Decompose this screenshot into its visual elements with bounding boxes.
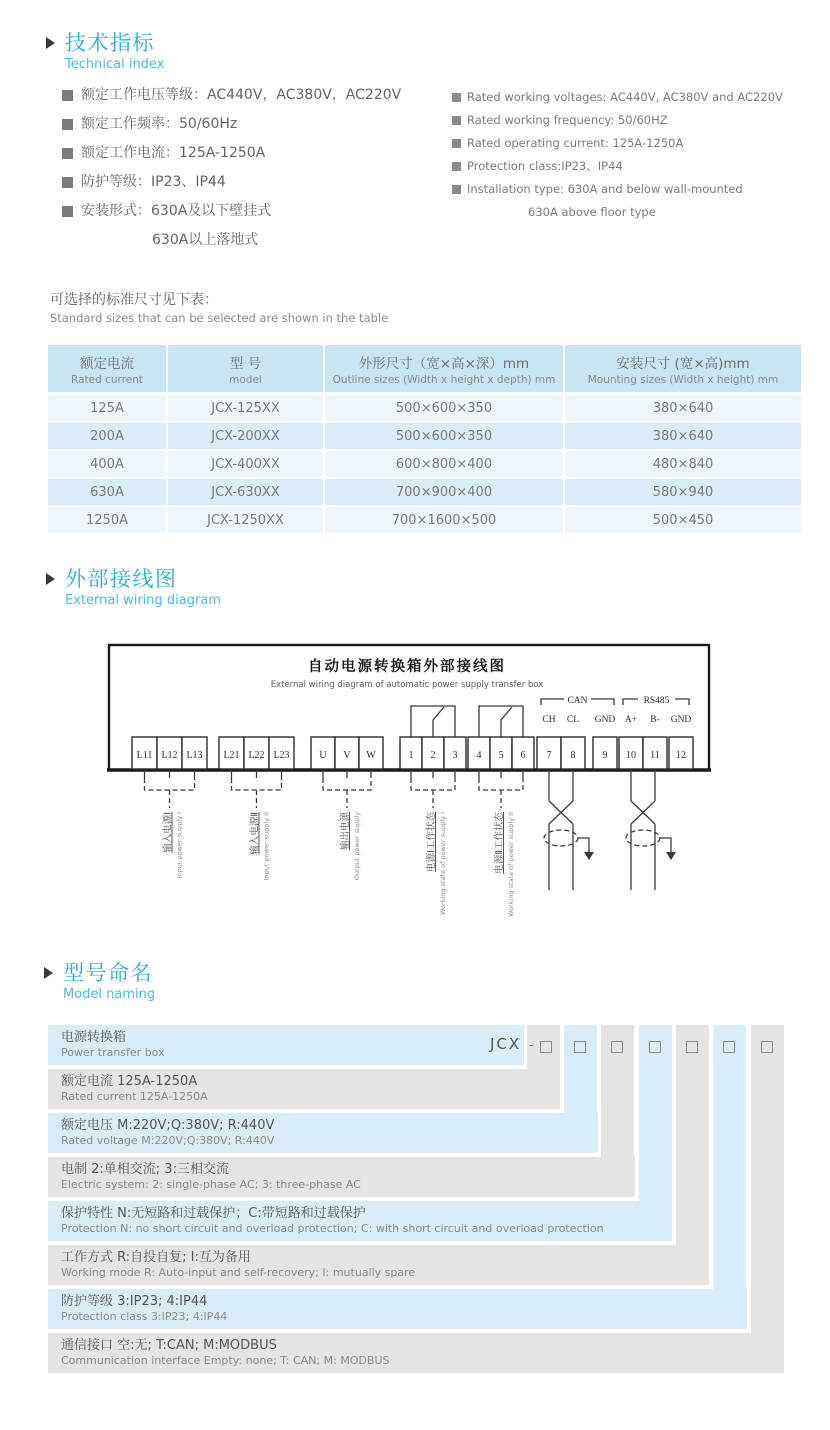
table-cell: 600×800×400 — [325, 451, 565, 479]
wiring-svg — [105, 640, 725, 940]
terminal-label: U — [319, 750, 327, 761]
group-bracket — [232, 778, 282, 790]
standard-sizes-table — [48, 345, 801, 535]
pin-ch: CH — [542, 715, 556, 725]
model-row-en: Working mode R: Auto-input and self-recovery; I: mutually spare — [61, 1266, 416, 1279]
model-code-box — [540, 1041, 552, 1053]
group-label-zh: 电源Ⅱ工作状态 — [494, 812, 505, 874]
model-naming-row — [48, 1069, 560, 1109]
table-cell: 380×640 — [565, 395, 801, 423]
group-label-layer — [145, 770, 524, 917]
bullet-square-icon — [452, 93, 461, 102]
group-label-zh: 输入电源Ⅰ — [162, 812, 174, 853]
terminal-label: 2 — [430, 750, 436, 761]
table-cell: 380×640 — [565, 423, 801, 451]
terminal-label: 4 — [476, 750, 482, 761]
model-row-zh: 保护特性 N:无短路和过载保护；C:带短路和过载保护 — [61, 1206, 366, 1221]
section-title-en: Technical index — [65, 57, 165, 72]
terminal-label: 1 — [408, 750, 414, 761]
table-intro-en: Standard sizes that can be selected are shown in the table — [50, 311, 389, 325]
model-row-en: Protection N: no short circuit and overload protection; C: with short circuit and overload protection — [61, 1222, 604, 1235]
section-model-naming — [44, 960, 155, 1003]
ground-tap-can — [578, 838, 589, 852]
section-external-wiring — [46, 566, 221, 609]
column-header — [48, 345, 168, 395]
terminal-label: 10 — [626, 750, 636, 761]
section-arrow-icon — [44, 967, 53, 979]
column-header-en: Outline sizes (Width x height x depth) mm — [332, 373, 556, 386]
model-row-zh: 工作方式 R:自投自复; I:互为备用 — [61, 1250, 251, 1265]
section-title-zh: 技术指标 — [65, 31, 155, 55]
terminal-label: 7 — [546, 750, 552, 761]
spec-item-zh — [62, 173, 452, 192]
model-row-en: Communication interface Empty: none; T: CAN; M: MODBUS — [61, 1354, 390, 1367]
section-title-zh: 外部接线图 — [65, 567, 178, 591]
table-row — [48, 423, 801, 451]
terminal-label: 6 — [520, 750, 526, 761]
table-cell: 580×940 — [565, 479, 801, 507]
column-header-en: Rated current — [71, 373, 143, 386]
table-cell: 200A — [48, 423, 168, 451]
spec-item-zh — [62, 202, 452, 221]
tech-items-zh — [62, 86, 452, 231]
column-header-zh: 型 号 — [229, 355, 262, 372]
table-intro-zh: 可选择的标准尺寸见下表： — [50, 292, 218, 308]
table-cell: 1250A — [48, 507, 168, 535]
group-label-en: Working state of power supply II — [507, 812, 515, 917]
spec-item-en-cont: 630A above floor type — [528, 205, 656, 219]
spec-text: 安装形式：630A及以下壁挂式 — [81, 203, 272, 219]
terminal-label: 3 — [452, 750, 458, 761]
model-naming-row — [48, 1289, 747, 1329]
model-row-en: Protection class 3:IP23; 4:IP44 — [61, 1310, 228, 1323]
table-body — [48, 395, 801, 535]
spec-text: Rated operating current: 125A-1250A — [467, 136, 684, 150]
table-cell: 700×1600×500 — [325, 507, 565, 535]
contact-blade-2 — [501, 707, 512, 737]
model-code-box — [574, 1041, 586, 1053]
table-cell: 480×840 — [565, 451, 801, 479]
column-header — [168, 345, 325, 395]
spec-text: 防护等级：IP23、IP44 — [81, 174, 226, 190]
group-bracket — [479, 778, 523, 790]
spec-text: Protection class:IP23、IP44 — [467, 159, 623, 173]
terminal-label: L23 — [273, 750, 290, 761]
terminal-label: L21 — [223, 750, 240, 761]
table-row — [48, 507, 801, 535]
bullet-square-icon — [452, 162, 461, 171]
bullet-square-icon — [62, 119, 73, 130]
model-code-box — [761, 1041, 773, 1053]
column-header-en: Mounting sizes (Width x height) mm — [587, 373, 779, 386]
spec-item-zh — [62, 86, 452, 105]
model-row-zh: 通信接口 空:无; T:CAN; M:MODBUS — [61, 1338, 277, 1353]
ground-arrow-icon — [666, 852, 676, 860]
spec-item-en — [452, 182, 824, 197]
model-naming-row — [48, 1201, 672, 1241]
terminal-label: L12 — [161, 750, 178, 761]
column-header-zh: 额定电流 — [80, 355, 134, 372]
terminal-label: 11 — [650, 750, 660, 761]
model-row-zh: 额定电流 125A-1250A — [61, 1074, 198, 1089]
table-row — [48, 395, 801, 423]
model-code-box — [686, 1041, 698, 1053]
pin-b-minus: B- — [650, 715, 660, 725]
model-row-zh: 防护等级 3:IP23; 4:IP44 — [61, 1294, 208, 1309]
tech-items-en — [452, 90, 824, 205]
column-header — [565, 345, 801, 395]
section-title-en: Model naming — [63, 987, 156, 1002]
spec-text: 额定工作频率：50/60Hz — [81, 116, 238, 132]
rs485-label: RS485 — [643, 696, 670, 706]
group-label-zh: 输入电源Ⅱ — [249, 812, 261, 855]
diagram-title-en: External wiring diagram of automatic power supply transfer box — [270, 680, 544, 690]
group-label-zh: 电源Ⅰ工作状态 — [426, 812, 437, 872]
ground-arrow-icon — [584, 852, 594, 860]
bullet-square-icon — [62, 206, 73, 217]
model-code-dash: - — [529, 1038, 534, 1053]
bullet-square-icon — [452, 185, 461, 194]
pin-cl: CL — [566, 715, 580, 725]
table-cell: JCX-630XX — [168, 479, 325, 507]
model-naming-row — [48, 1245, 709, 1285]
table-row — [48, 451, 801, 479]
group-bracket — [145, 778, 195, 790]
model-naming-row — [48, 1113, 598, 1153]
group-label-zh: 输出电源 — [340, 812, 351, 851]
table-cell: 500×450 — [565, 507, 801, 535]
group-label-en: Input power supply I — [175, 812, 184, 879]
terminal-label: 12 — [676, 750, 686, 761]
table-cell: 500×600×350 — [325, 423, 565, 451]
spec-item-en — [452, 136, 824, 151]
model-naming-diagram — [48, 1025, 788, 1375]
terminal-label: 8 — [570, 750, 576, 761]
spec-item-zh — [62, 144, 452, 163]
group-bracket — [323, 778, 371, 790]
terminal-label: L22 — [248, 750, 265, 761]
table-cell: JCX-400XX — [168, 451, 325, 479]
terminal-label: 5 — [498, 750, 504, 761]
column-header-zh: 安装尺寸 (宽×高)mm — [616, 355, 750, 372]
bullet-square-icon — [452, 116, 461, 125]
model-code-column — [751, 1025, 784, 1373]
bullet-square-icon — [62, 177, 73, 188]
table-cell: JCX-200XX — [168, 423, 325, 451]
diagram-title-zh: 自动电源转换箱外部接线图 — [308, 659, 506, 675]
section-arrow-icon — [46, 37, 55, 49]
model-code-box — [723, 1041, 735, 1053]
contact-blade-1 — [433, 707, 444, 737]
section-title-en: External wiring diagram — [65, 593, 221, 608]
pin-a-plus: A+ — [624, 715, 638, 725]
bullet-square-icon — [62, 90, 73, 101]
model-row-en: Electric system: 2: single-phase AC; 3: three-phase AC — [61, 1178, 361, 1191]
spec-item-zh — [62, 115, 452, 134]
table-cell: JCX-125XX — [168, 395, 325, 423]
model-row-zh: 电制 2:单相交流; 3:三相交流 — [61, 1162, 229, 1177]
spec-item-en — [452, 113, 824, 128]
model-naming-row — [48, 1025, 524, 1065]
spec-item-en — [452, 159, 824, 174]
table-cell: 125A — [48, 395, 168, 423]
model-row-zh: 电源转换箱 — [61, 1030, 127, 1045]
model-row-en: Rated voltage M:220V;Q:380V; R:440V — [61, 1134, 275, 1147]
model-code-column — [713, 1025, 746, 1329]
bullet-square-icon — [452, 139, 461, 148]
table-cell: 700×900×400 — [325, 479, 565, 507]
spec-text: Rated working frequency: 50/60HZ — [467, 113, 668, 127]
ground-tap-rs485 — [660, 838, 671, 852]
section-technical-index — [46, 30, 164, 73]
group-label-en: Input power supply II — [262, 812, 271, 881]
model-code-box — [611, 1041, 623, 1053]
spec-text: 额定工作电压等级：AC440V，AC380V，AC220V — [81, 87, 402, 103]
terminal-label: V — [343, 750, 351, 761]
model-row-zh: 额定电压 M:220V;Q:380V; R:440V — [61, 1118, 275, 1133]
terminal-label: L13 — [186, 750, 203, 761]
table-header — [48, 345, 801, 395]
column-header — [325, 345, 565, 395]
group-bracket — [411, 778, 455, 790]
terminal-strip — [132, 737, 693, 769]
section-arrow-icon — [46, 573, 55, 585]
group-label-en: Working state of power supply I — [439, 812, 447, 915]
column-header-en: model — [229, 373, 262, 386]
pin-gnd: GND — [594, 715, 616, 725]
model-naming-row — [48, 1157, 635, 1197]
column-header-zh: 外形尺寸（宽×高×深）mm — [358, 355, 530, 372]
model-naming-row — [48, 1333, 784, 1373]
model-row-en: Power transfer box — [61, 1046, 165, 1059]
model-code-box — [649, 1041, 661, 1053]
spec-text: Rated working voltages: AC440V, AC380V and AC220V — [467, 90, 783, 104]
table-header-row — [48, 345, 801, 395]
table-cell: 630A — [48, 479, 168, 507]
table-cell: 500×600×350 — [325, 395, 565, 423]
table-cell: 400A — [48, 451, 168, 479]
spec-item-zh-cont: 630A以上落地式 — [152, 232, 259, 248]
terminal-label: W — [366, 750, 376, 761]
terminal-label: L11 — [136, 750, 153, 761]
model-row-en: Rated current 125A-1250A — [61, 1090, 208, 1103]
terminal-label: 9 — [602, 750, 608, 761]
model-prefix: JCX — [490, 1035, 522, 1053]
spec-item-en — [452, 90, 824, 105]
spec-text: Installation type: 630A and below wall-mounted — [467, 182, 743, 196]
can-label: CAN — [567, 696, 588, 706]
bullet-square-icon — [62, 148, 73, 159]
pin-gnd: GND — [670, 715, 692, 725]
group-label-en: Output power supply — [353, 812, 361, 881]
spec-text: 额定工作电流：125A-1250A — [81, 145, 266, 161]
table-cell: JCX-1250XX — [168, 507, 325, 535]
table-row — [48, 479, 801, 507]
section-title-zh: 型号命名 — [63, 961, 153, 985]
